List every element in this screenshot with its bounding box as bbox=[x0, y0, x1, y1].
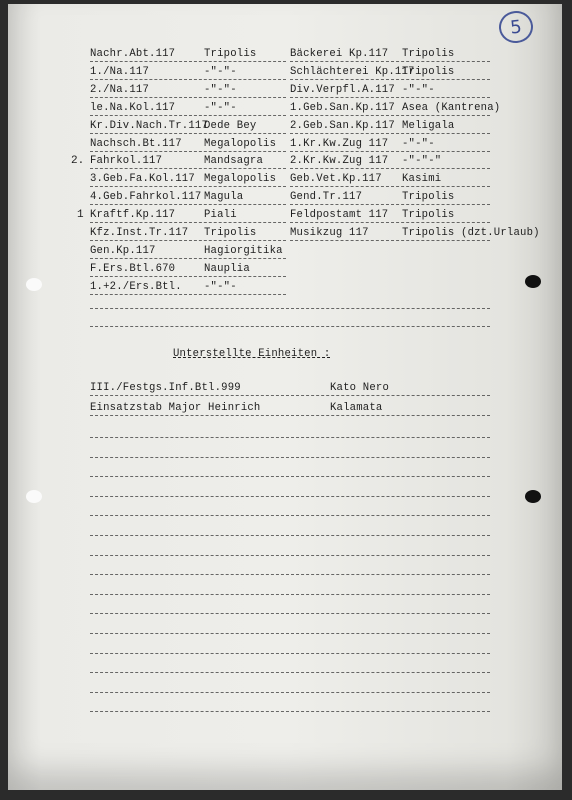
unit-location: -"-"-" bbox=[402, 155, 442, 168]
dotted-line bbox=[290, 115, 490, 116]
dotted-line bbox=[290, 61, 490, 62]
dotted-line bbox=[290, 240, 490, 241]
unit-row bbox=[8, 281, 288, 297]
dotted-line bbox=[90, 258, 286, 259]
unit-location: Tripolis (dzt.Urlaub) bbox=[402, 227, 540, 239]
unit-name: 1.+2./Ers.Btl. bbox=[90, 280, 182, 293]
subordinate-row bbox=[8, 382, 562, 398]
unit-name: Gen.Kp.117 bbox=[90, 244, 156, 257]
dotted-line bbox=[290, 186, 490, 187]
unit-name: Schlächterei Kp.117 bbox=[290, 65, 415, 78]
blank-dotted-line bbox=[90, 613, 490, 614]
unit-location: Piali bbox=[204, 209, 237, 222]
punch-hole bbox=[26, 490, 42, 503]
unit-location: Nauplia bbox=[204, 262, 250, 275]
unit-row bbox=[8, 155, 562, 171]
unit-location: Asea (Kantrena) bbox=[402, 101, 501, 114]
unit-name: Feldpostamt 117 bbox=[290, 209, 389, 222]
unit-row bbox=[8, 227, 562, 243]
punch-hole bbox=[525, 490, 541, 503]
unit-row bbox=[8, 173, 562, 189]
unit-name: 1.Kr.Kw.Zug 117 bbox=[290, 137, 389, 150]
unit-location: Hagiorgitika bbox=[204, 244, 283, 257]
unit-location: Dede Bey bbox=[204, 119, 257, 132]
dotted-line bbox=[290, 79, 490, 80]
unit-name: Nachsch.Bt.117 bbox=[90, 137, 182, 150]
unit-name: Div.Verpfl.A.117 bbox=[290, 83, 395, 96]
unit-name: F.Ers.Btl.670 bbox=[90, 262, 176, 275]
dotted-line bbox=[290, 222, 490, 223]
unit-location: Tripolis bbox=[402, 209, 455, 222]
unit-location: -"-"- bbox=[204, 101, 237, 114]
unit-row bbox=[8, 191, 562, 207]
unit-location: Magula bbox=[204, 191, 244, 204]
unit-name: Kfz.Inst.Tr.117 bbox=[90, 227, 189, 239]
dotted-line bbox=[90, 415, 490, 416]
blank-dotted-line bbox=[90, 476, 490, 477]
blank-dotted-line bbox=[90, 594, 490, 595]
unit-name: 4.Geb.Fahrkol.117 bbox=[90, 191, 202, 204]
unit-location: Megalopolis bbox=[204, 137, 277, 150]
unit-name: 1.Geb.San.Kp.117 bbox=[290, 101, 395, 114]
unit-name: Bäckerei Kp.117 bbox=[290, 48, 389, 60]
unit-name: Musikzug 117 bbox=[290, 227, 369, 239]
unit-location: -"-"- bbox=[204, 65, 237, 78]
unit-location: Tripolis bbox=[402, 48, 455, 60]
page-number-stamp: 5 bbox=[497, 9, 534, 44]
blank-dotted-line bbox=[90, 633, 490, 634]
dotted-line bbox=[90, 326, 490, 327]
unit-name: 3.Geb.Fa.Kol.117 bbox=[90, 173, 195, 186]
dotted-line bbox=[290, 168, 490, 169]
unit-row bbox=[8, 138, 562, 154]
blank-dotted-line bbox=[90, 515, 490, 516]
blank-dotted-line bbox=[90, 672, 490, 673]
document-page bbox=[8, 4, 562, 790]
unit-name: Nachr.Abt.117 bbox=[90, 48, 176, 60]
unit-location: Meligala bbox=[402, 119, 455, 132]
blank-dotted-line bbox=[90, 574, 490, 575]
blank-dotted-line bbox=[90, 653, 490, 654]
unit-name: 2.Kr.Kw.Zug 117 bbox=[290, 155, 389, 168]
unit-location: -"-"- bbox=[204, 83, 237, 96]
unit-location: Kasimi bbox=[402, 173, 442, 186]
unit-row bbox=[8, 48, 562, 64]
unit-name: Gend.Tr.117 bbox=[290, 191, 363, 204]
blank-dotted-line bbox=[90, 692, 490, 693]
dotted-line bbox=[90, 276, 286, 277]
unit-location: Tripolis bbox=[204, 227, 257, 239]
dotted-line bbox=[290, 133, 490, 134]
blank-dotted-line bbox=[90, 711, 490, 712]
unit-row bbox=[8, 245, 288, 261]
unit-location: -"-"- bbox=[204, 280, 237, 293]
unit-name: 2./Na.117 bbox=[90, 83, 150, 96]
margin-marker: 1 bbox=[77, 209, 84, 222]
dotted-line bbox=[290, 97, 490, 98]
unit-name: 2.Geb.San.Kp.117 bbox=[290, 119, 395, 132]
unit-location: Mandsagra bbox=[204, 155, 264, 168]
dotted-line bbox=[90, 395, 490, 396]
unit-location: Megalopolis bbox=[204, 173, 277, 186]
blank-dotted-line bbox=[90, 457, 490, 458]
dotted-line bbox=[90, 308, 490, 309]
unit-name: Geb.Vet.Kp.117 bbox=[290, 173, 382, 186]
unit-row bbox=[8, 209, 562, 225]
unit-location: -"-"- bbox=[402, 83, 435, 96]
unit-row bbox=[8, 102, 562, 118]
blank-dotted-line bbox=[90, 555, 490, 556]
unit-location: Tripolis bbox=[204, 48, 257, 60]
unit-location: Tripolis bbox=[402, 65, 455, 78]
unit-row bbox=[8, 263, 288, 279]
unit-name: III./Festgs.Inf.Btl.999 bbox=[90, 382, 241, 394]
unit-name: Kr.Div.Nach.Tr.117 bbox=[90, 119, 209, 132]
subordinate-heading: Unterstellte Einheiten : bbox=[173, 348, 331, 360]
unit-location: Tripolis bbox=[402, 191, 455, 204]
dotted-line bbox=[90, 294, 286, 295]
unit-name: Fahrkol.117 bbox=[90, 155, 163, 168]
unit-row bbox=[8, 84, 562, 100]
unit-location: Kato Nero bbox=[330, 382, 390, 394]
unit-location: -"-"- bbox=[402, 137, 435, 150]
blank-dotted-line bbox=[90, 496, 490, 497]
blank-dotted-line bbox=[90, 437, 490, 438]
unit-location: Kalamata bbox=[330, 402, 383, 414]
unit-name: 1./Na.117 bbox=[90, 65, 150, 78]
dotted-line bbox=[290, 151, 490, 152]
margin-marker: 2. bbox=[71, 155, 85, 168]
blank-dotted-line bbox=[90, 535, 490, 536]
unit-name: le.Na.Kol.117 bbox=[90, 101, 176, 114]
punch-hole bbox=[525, 275, 541, 288]
unit-name: Kraftf.Kp.117 bbox=[90, 209, 176, 222]
subordinate-row bbox=[8, 402, 562, 418]
unit-name: Einsatzstab Major Heinrich bbox=[90, 402, 261, 414]
unit-row bbox=[8, 120, 562, 136]
dotted-line bbox=[290, 204, 490, 205]
unit-row bbox=[8, 66, 562, 82]
